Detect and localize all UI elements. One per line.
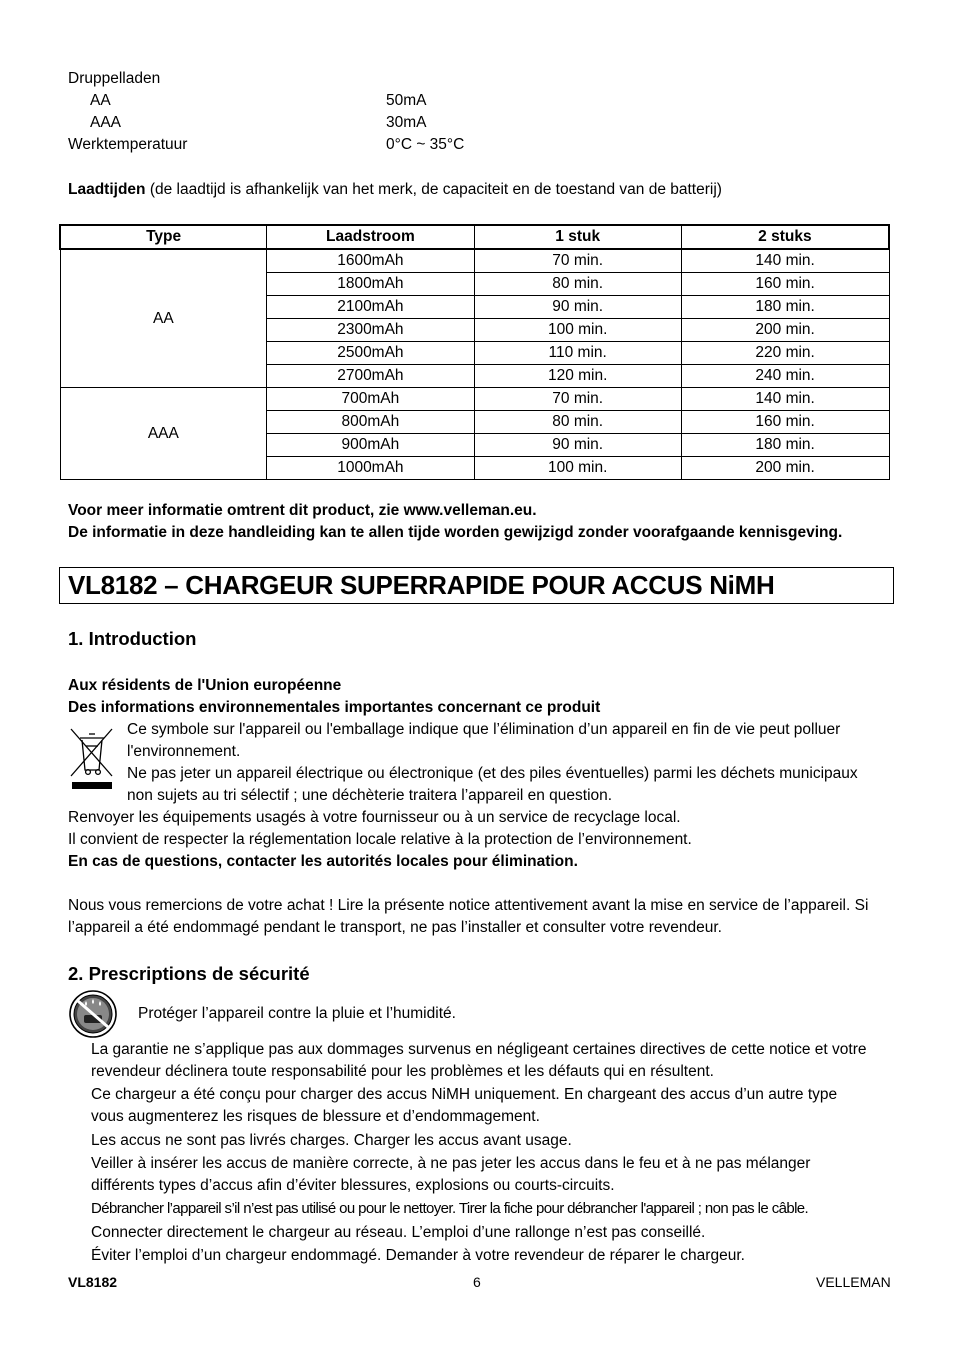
two-piece-time-cell: 160 min. bbox=[681, 273, 889, 296]
section-heading-introduction: 1. Introduction bbox=[68, 628, 197, 649]
footer-model: VL8182 bbox=[68, 1274, 118, 1290]
one-piece-time-cell: 90 min. bbox=[474, 434, 681, 457]
spec-heading-row bbox=[68, 68, 568, 90]
capacity-cell: 1800mAh bbox=[267, 273, 474, 296]
spec-label: Werktemperatuur bbox=[68, 136, 188, 153]
weee-text-3: Ne pas jeter un appareil électrique ou électronique (et des piles éventuelles) parmi les déchets municipaux bbox=[127, 765, 858, 782]
safety-text: Connecter directement le chargeur au réseau. L’emploi d’une rallonge n’est pas conseillé. bbox=[91, 1224, 706, 1241]
one-piece-time-cell: 100 min. bbox=[474, 457, 681, 480]
column-header: 2 stuks bbox=[681, 225, 889, 249]
capacity-cell: 1600mAh bbox=[267, 249, 474, 273]
one-piece-time-cell: 100 min. bbox=[474, 319, 681, 342]
two-piece-time-cell: 220 min. bbox=[681, 342, 889, 365]
table-row bbox=[60, 249, 889, 273]
capacity-cell: 2300mAh bbox=[267, 319, 474, 342]
capacity-cell: 2500mAh bbox=[267, 342, 474, 365]
spec-label: AA bbox=[90, 92, 111, 109]
thanks-text-1: Nous vous remercions de votre achat ! Lire la présente notice attentivement avant la mise en service de l’appareil. Si bbox=[68, 897, 869, 914]
safety-text: Éviter l’emploi d’un chargeur endommagé. Demander à votre revendeur de réparer le chargeur. bbox=[91, 1247, 745, 1264]
footer-brand: VELLEMAN bbox=[816, 1274, 891, 1290]
spec-heading: Druppelladen bbox=[68, 70, 161, 87]
rain-warning-text: Protéger l’appareil contre la pluie et l’humidité. bbox=[138, 1005, 456, 1022]
regulation-text: Il convient de respecter la réglementation locale relative à la protection de l’environnement. bbox=[68, 831, 692, 848]
table-row bbox=[60, 388, 889, 411]
spec-row-temperature bbox=[68, 134, 568, 156]
spec-row-aaa bbox=[68, 112, 568, 134]
safety-text: vous augmenterez les risques de blessure et d’endommagement. bbox=[91, 1108, 540, 1125]
spec-value: 0°C ~ 35°C bbox=[386, 136, 465, 153]
info-line-1: Voor meer informatie omtrent dit product, zie www.velleman.eu. bbox=[68, 502, 537, 519]
one-piece-time-cell: 110 min. bbox=[474, 342, 681, 365]
column-header: 1 stuk bbox=[474, 225, 681, 249]
two-piece-time-cell: 200 min. bbox=[681, 457, 889, 480]
recycle-text: Renvoyer les équipements usagés à votre fournisseur ou à un service de recyclage local. bbox=[68, 809, 681, 826]
environment-heading: Des informations environnementales importantes concernant ce produit bbox=[68, 699, 601, 716]
safety-text: Ce chargeur a été conçu pour charger des accus NiMH uniquement. En chargeant des accus d’un autre type bbox=[91, 1086, 838, 1103]
info-line-2: De informatie in deze handleiding kan te allen tijde worden gewijzigd zonder voorafgaande kennisgeving. bbox=[68, 524, 843, 541]
safety-text: Les accus ne sont pas livrés charges. Charger les accus avant usage. bbox=[91, 1132, 572, 1149]
table-header-row bbox=[60, 225, 889, 249]
one-piece-time-cell: 120 min. bbox=[474, 365, 681, 388]
spec-value: 50mA bbox=[386, 92, 427, 109]
safety-text: Débrancher l’appareil s’il n’est pas utilisé ou pour le nettoyer. Tirer la fiche pour débrancher l'appareil ; non pas le câble. bbox=[91, 1200, 809, 1217]
charge-times-caption bbox=[68, 179, 722, 201]
weee-text-2: l'environnement. bbox=[127, 743, 241, 760]
page-title bbox=[59, 567, 894, 604]
crossed-out-wheelie-bin-icon bbox=[68, 726, 116, 796]
two-piece-time-cell: 240 min. bbox=[681, 365, 889, 388]
weee-text-4: non sujets au tri sélectif ; une déchèterie traitera l’appareil en question. bbox=[127, 787, 613, 804]
capacity-cell: 2100mAh bbox=[267, 296, 474, 319]
safety-text: La garantie ne s’applique pas aux dommages survenus en négligeant certaines directives de cette notice et votre bbox=[91, 1041, 867, 1058]
two-piece-time-cell: 160 min. bbox=[681, 411, 889, 434]
charge-time-table bbox=[59, 224, 890, 480]
capacity-cell: 900mAh bbox=[267, 434, 474, 457]
capacity-cell: 1000mAh bbox=[267, 457, 474, 480]
spec-value: 30mA bbox=[386, 114, 427, 131]
eu-residents-heading: Aux résidents de l'Union européenne bbox=[68, 677, 342, 694]
two-piece-time-cell: 180 min. bbox=[681, 296, 889, 319]
column-header: Laadstroom bbox=[267, 225, 474, 249]
column-header: Type bbox=[60, 225, 267, 249]
one-piece-time-cell: 90 min. bbox=[474, 296, 681, 319]
charge-times-label: Laadtijden bbox=[68, 181, 146, 198]
capacity-cell: 700mAh bbox=[267, 388, 474, 411]
spec-label: AAA bbox=[90, 114, 122, 131]
page-title-text: VL8182 – CHARGEUR SUPERRAPIDE POUR ACCUS NiMH bbox=[68, 570, 775, 600]
two-piece-time-cell: 200 min. bbox=[681, 319, 889, 342]
footer-page-number: 6 bbox=[473, 1274, 481, 1290]
spec-row-aa bbox=[68, 90, 568, 112]
two-piece-time-cell: 140 min. bbox=[681, 249, 889, 273]
section-heading-safety: 2. Prescriptions de sécurité bbox=[68, 963, 310, 984]
capacity-cell: 800mAh bbox=[267, 411, 474, 434]
safety-text: différents types d’accus afin d’éviter blessures, explosions ou courts-circuits. bbox=[91, 1177, 615, 1194]
one-piece-time-cell: 70 min. bbox=[474, 388, 681, 411]
capacity-cell: 2700mAh bbox=[267, 365, 474, 388]
weee-text-1: Ce symbole sur l'appareil ou l'emballage indique que l’élimination d’un appareil en fin de vie peut polluer bbox=[127, 721, 841, 738]
table-body bbox=[60, 249, 889, 480]
no-rain-moisture-icon bbox=[68, 989, 118, 1039]
one-piece-time-cell: 80 min. bbox=[474, 273, 681, 296]
one-piece-time-cell: 70 min. bbox=[474, 249, 681, 273]
charge-times-note: (de laadtijd is afhankelijk van het merk, de capaciteit en de toestand van de batterij) bbox=[145, 181, 722, 198]
battery-type-cell: AA bbox=[60, 249, 267, 388]
safety-text: revendeur déclinera toute responsabilité pour les problèmes et les défauts qui en résultent. bbox=[91, 1063, 714, 1080]
thanks-text-2: l’appareil a été endommagé pendant le transport, ne pas l’installer et consulter votre revendeur. bbox=[68, 919, 722, 936]
safety-text: Veiller à insérer les accus de manière correcte, à ne pas jeter les accus dans le feu et à ne pas mélanger bbox=[91, 1155, 811, 1172]
battery-type-cell: AAA bbox=[60, 388, 267, 480]
specs-block bbox=[68, 68, 568, 156]
contact-authorities-text: En cas de questions, contacter les autorités locales pour élimination. bbox=[68, 853, 578, 870]
two-piece-time-cell: 140 min. bbox=[681, 388, 889, 411]
two-piece-time-cell: 180 min. bbox=[681, 434, 889, 457]
one-piece-time-cell: 80 min. bbox=[474, 411, 681, 434]
